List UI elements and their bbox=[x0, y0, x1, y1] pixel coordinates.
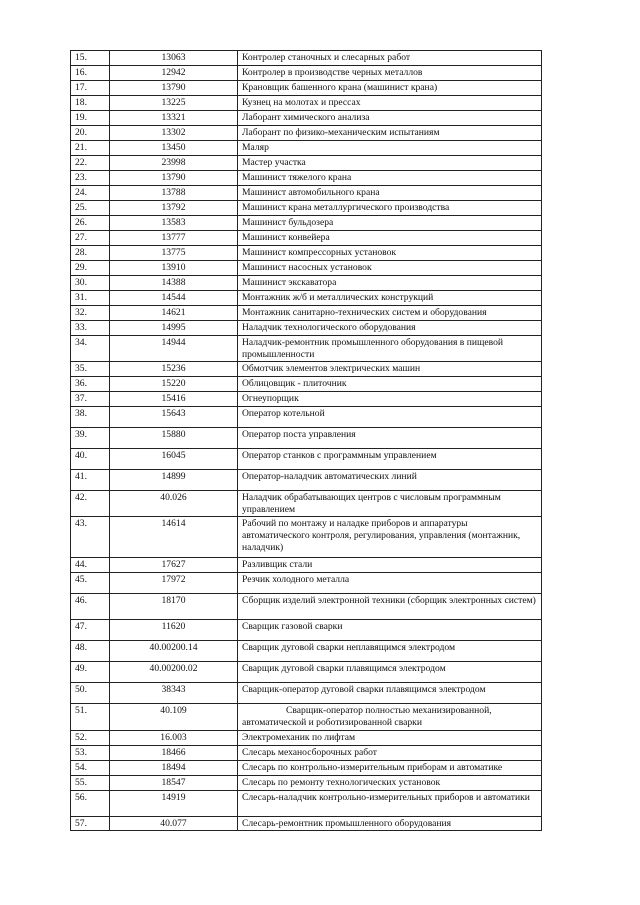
profession-name: Мастер участка bbox=[238, 156, 542, 171]
row-number: 36. bbox=[71, 377, 110, 392]
profession-name: Резчик холодного металла bbox=[238, 573, 542, 594]
table-row bbox=[71, 641, 542, 662]
table-row bbox=[71, 745, 542, 760]
table-row bbox=[71, 276, 542, 291]
row-number: 52. bbox=[71, 730, 110, 745]
profession-name: Контролер в производстве черных металлов bbox=[238, 66, 542, 81]
row-number: 42. bbox=[71, 491, 110, 517]
row-number: 48. bbox=[71, 641, 110, 662]
row-number: 21. bbox=[71, 141, 110, 156]
profession-code: 17972 bbox=[110, 573, 238, 594]
profession-code: 18170 bbox=[110, 594, 238, 620]
profession-name: Сварщик-оператор дуговой сварки плавящимся электродом bbox=[238, 683, 542, 704]
profession-code: 38343 bbox=[110, 683, 238, 704]
profession-code: 14919 bbox=[110, 790, 238, 816]
profession-name: Маляр bbox=[238, 141, 542, 156]
profession-name: Лаборант по физико-механическим испытаниям bbox=[238, 126, 542, 141]
profession-code: 13910 bbox=[110, 261, 238, 276]
row-number: 56. bbox=[71, 790, 110, 816]
profession-name: Крановщик башенного крана (машинист крана) bbox=[238, 81, 542, 96]
profession-code: 13321 bbox=[110, 111, 238, 126]
row-number: 37. bbox=[71, 392, 110, 407]
profession-code: 15236 bbox=[110, 362, 238, 377]
table-row bbox=[71, 428, 542, 449]
profession-code: 12942 bbox=[110, 66, 238, 81]
table-row bbox=[71, 558, 542, 573]
row-number: 23. bbox=[71, 171, 110, 186]
table-row bbox=[71, 51, 542, 66]
profession-code: 11620 bbox=[110, 620, 238, 641]
table-row bbox=[71, 201, 542, 216]
table-row bbox=[71, 573, 542, 594]
table-row bbox=[71, 171, 542, 186]
row-number: 53. bbox=[71, 745, 110, 760]
profession-name: Электромеханик по лифтам bbox=[238, 730, 542, 745]
table-row bbox=[71, 662, 542, 683]
profession-code: 13777 bbox=[110, 231, 238, 246]
row-number: 28. bbox=[71, 246, 110, 261]
profession-code: 13225 bbox=[110, 96, 238, 111]
profession-code: 14944 bbox=[110, 336, 238, 362]
profession-code: 18466 bbox=[110, 745, 238, 760]
profession-name: Монтажник ж/б и металлических конструкций bbox=[238, 291, 542, 306]
table-row bbox=[71, 291, 542, 306]
table-row bbox=[71, 683, 542, 704]
profession-name: Слесарь механосборочных работ bbox=[238, 745, 542, 760]
table-row bbox=[71, 704, 542, 730]
table-row bbox=[71, 126, 542, 141]
profession-name: Наладчик-ремонтник промышленного оборудования в пищевой промышленности bbox=[238, 336, 542, 362]
profession-code: 40.00200.14 bbox=[110, 641, 238, 662]
table-row bbox=[71, 449, 542, 470]
profession-name: Оператор-наладчик автоматических линий bbox=[238, 470, 542, 491]
profession-code: 13775 bbox=[110, 246, 238, 261]
row-number: 17. bbox=[71, 81, 110, 96]
profession-name: Облицовщик - плиточник bbox=[238, 377, 542, 392]
row-number: 34. bbox=[71, 336, 110, 362]
profession-code: 13788 bbox=[110, 186, 238, 201]
profession-name: Машинист крана металлургического производства bbox=[238, 201, 542, 216]
row-number: 29. bbox=[71, 261, 110, 276]
table-row bbox=[71, 760, 542, 775]
table-row bbox=[71, 407, 542, 428]
table-row bbox=[71, 216, 542, 231]
profession-code: 40.109 bbox=[110, 704, 238, 730]
row-number: 20. bbox=[71, 126, 110, 141]
profession-code: 15880 bbox=[110, 428, 238, 449]
table-row bbox=[71, 470, 542, 491]
row-number: 16. bbox=[71, 66, 110, 81]
row-number: 19. bbox=[71, 111, 110, 126]
row-number: 25. bbox=[71, 201, 110, 216]
profession-name: Разливщик стали bbox=[238, 558, 542, 573]
table-row bbox=[71, 620, 542, 641]
row-number: 32. bbox=[71, 306, 110, 321]
table-row bbox=[71, 66, 542, 81]
profession-code: 14614 bbox=[110, 517, 238, 558]
profession-code: 18494 bbox=[110, 760, 238, 775]
profession-name: Машинист экскаватора bbox=[238, 276, 542, 291]
row-number: 22. bbox=[71, 156, 110, 171]
profession-code: 14621 bbox=[110, 306, 238, 321]
row-number: 31. bbox=[71, 291, 110, 306]
row-number: 18. bbox=[71, 96, 110, 111]
table-row bbox=[71, 96, 542, 111]
table-row bbox=[71, 362, 542, 377]
profession-code: 17627 bbox=[110, 558, 238, 573]
profession-code: 18547 bbox=[110, 775, 238, 790]
table-row bbox=[71, 336, 542, 362]
profession-name: Сварщик газовой сварки bbox=[238, 620, 542, 641]
row-number: 47. bbox=[71, 620, 110, 641]
profession-code: 14995 bbox=[110, 321, 238, 336]
table-row bbox=[71, 231, 542, 246]
profession-table-container bbox=[70, 50, 542, 831]
profession-name: Машинист насосных установок bbox=[238, 261, 542, 276]
table-row bbox=[71, 790, 542, 816]
row-number: 57. bbox=[71, 816, 110, 831]
profession-name: Слесарь по ремонту технологических установок bbox=[238, 775, 542, 790]
profession-name: Сварщик дуговой сварки неплавящимся электродом bbox=[238, 641, 542, 662]
profession-code: 13063 bbox=[110, 51, 238, 66]
profession-code: 16.003 bbox=[110, 730, 238, 745]
table-row bbox=[71, 246, 542, 261]
profession-code: 13302 bbox=[110, 126, 238, 141]
row-number: 55. bbox=[71, 775, 110, 790]
profession-name: Наладчик обрабатывающих центров с числовым программным управлением bbox=[238, 491, 542, 517]
profession-table bbox=[70, 50, 542, 831]
row-number: 27. bbox=[71, 231, 110, 246]
profession-code: 23998 bbox=[110, 156, 238, 171]
profession-name: Монтажник санитарно-технических систем и оборудования bbox=[238, 306, 542, 321]
profession-code: 13790 bbox=[110, 171, 238, 186]
table-row bbox=[71, 392, 542, 407]
profession-name: Сварщик-оператор полностью механизированной, автоматической и роботизированной сварки bbox=[238, 704, 542, 730]
profession-code: 14544 bbox=[110, 291, 238, 306]
row-number: 51. bbox=[71, 704, 110, 730]
table-row bbox=[71, 81, 542, 96]
table-row bbox=[71, 261, 542, 276]
row-number: 38. bbox=[71, 407, 110, 428]
profession-code: 13792 bbox=[110, 201, 238, 216]
profession-name: Машинист автомобильного крана bbox=[238, 186, 542, 201]
table-row bbox=[71, 111, 542, 126]
table-row bbox=[71, 321, 542, 336]
table-row bbox=[71, 491, 542, 517]
profession-code: 40.00200.02 bbox=[110, 662, 238, 683]
profession-name: Наладчик технологического оборудования bbox=[238, 321, 542, 336]
profession-name: Оператор поста управления bbox=[238, 428, 542, 449]
profession-code: 15220 bbox=[110, 377, 238, 392]
profession-name: Слесарь по контрольно-измерительным приборам и автоматике bbox=[238, 760, 542, 775]
row-number: 43. bbox=[71, 517, 110, 558]
row-number: 35. bbox=[71, 362, 110, 377]
profession-name: Обмотчик элементов электрических машин bbox=[238, 362, 542, 377]
row-number: 49. bbox=[71, 662, 110, 683]
row-number: 46. bbox=[71, 594, 110, 620]
table-row bbox=[71, 186, 542, 201]
profession-name: Оператор станков с программным управлением bbox=[238, 449, 542, 470]
profession-code: 40.077 bbox=[110, 816, 238, 831]
row-number: 50. bbox=[71, 683, 110, 704]
table-row bbox=[71, 517, 542, 558]
table-row bbox=[71, 377, 542, 392]
row-number: 41. bbox=[71, 470, 110, 491]
profession-name: Слесарь-ремонтник промышленного оборудования bbox=[238, 816, 542, 831]
profession-code: 13450 bbox=[110, 141, 238, 156]
table-row bbox=[71, 141, 542, 156]
profession-name: Машинист конвейера bbox=[238, 231, 542, 246]
row-number: 15. bbox=[71, 51, 110, 66]
profession-code: 14388 bbox=[110, 276, 238, 291]
row-number: 33. bbox=[71, 321, 110, 336]
profession-name: Слесарь-наладчик контрольно-измерительных приборов и автоматики bbox=[238, 790, 542, 816]
profession-name: Машинист компрессорных установок bbox=[238, 246, 542, 261]
profession-name: Рабочий по монтажу и наладке приборов и аппаратуры автоматического контроля, регулирования, управления (монтажник, наладчик) bbox=[238, 517, 542, 558]
profession-name: Огнеупорщик bbox=[238, 392, 542, 407]
profession-name: Сварщик дуговой сварки плавящимся электродом bbox=[238, 662, 542, 683]
profession-name: Машинист тяжелого крана bbox=[238, 171, 542, 186]
row-number: 24. bbox=[71, 186, 110, 201]
profession-code: 13790 bbox=[110, 81, 238, 96]
profession-name: Кузнец на молотах и прессах bbox=[238, 96, 542, 111]
table-row bbox=[71, 306, 542, 321]
row-number: 39. bbox=[71, 428, 110, 449]
profession-code: 16045 bbox=[110, 449, 238, 470]
row-number: 26. bbox=[71, 216, 110, 231]
row-number: 45. bbox=[71, 573, 110, 594]
row-number: 40. bbox=[71, 449, 110, 470]
profession-code: 14899 bbox=[110, 470, 238, 491]
profession-name: Сборщик изделий электронной техники (сборщик электронных систем) bbox=[238, 594, 542, 620]
table-row bbox=[71, 775, 542, 790]
profession-name: Лаборант химического анализа bbox=[238, 111, 542, 126]
profession-name: Машинист бульдозера bbox=[238, 216, 542, 231]
profession-name: Контролер станочных и слесарных работ bbox=[238, 51, 542, 66]
profession-code: 13583 bbox=[110, 216, 238, 231]
table-row bbox=[71, 156, 542, 171]
profession-name: Оператор котельной bbox=[238, 407, 542, 428]
profession-code: 15416 bbox=[110, 392, 238, 407]
row-number: 44. bbox=[71, 558, 110, 573]
table-row bbox=[71, 816, 542, 831]
profession-code: 15643 bbox=[110, 407, 238, 428]
table-row bbox=[71, 594, 542, 620]
table-row bbox=[71, 730, 542, 745]
row-number: 30. bbox=[71, 276, 110, 291]
row-number: 54. bbox=[71, 760, 110, 775]
profession-code: 40.026 bbox=[110, 491, 238, 517]
